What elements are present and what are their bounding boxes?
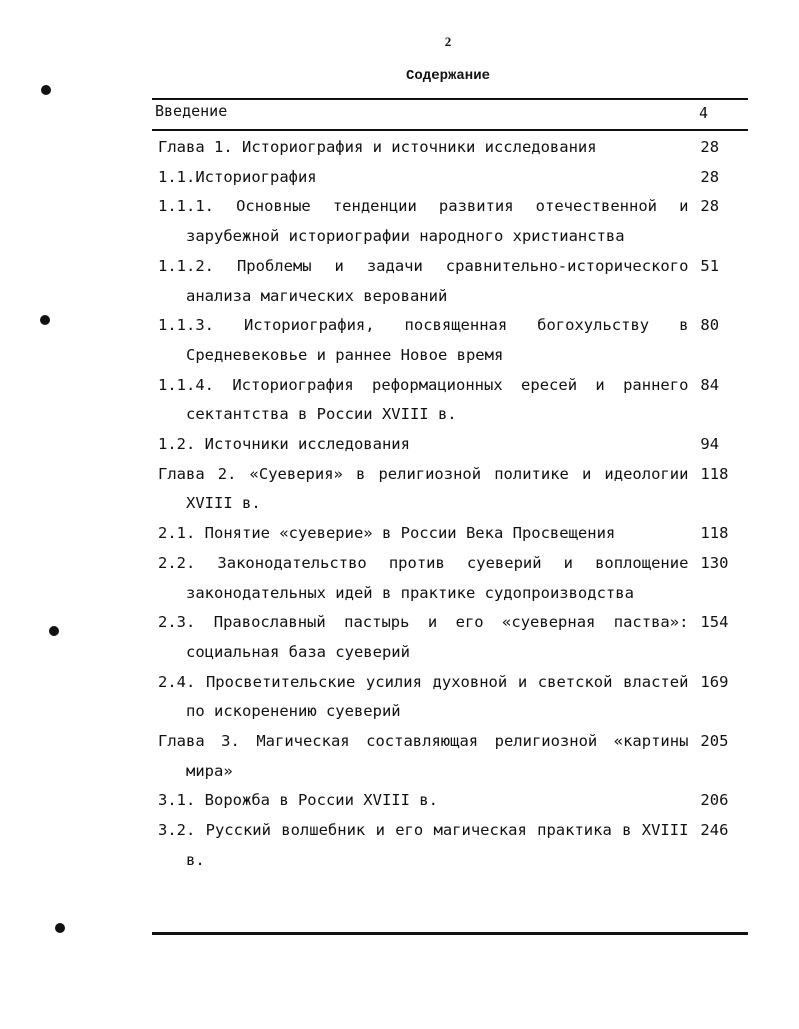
toc-entry-page: 154: [700, 613, 729, 632]
toc-header: [152, 98, 748, 132]
toc-entry: [158, 816, 748, 875]
bottom-rule: [152, 932, 748, 935]
punch-hole-mark: [55, 923, 65, 933]
toc-entry-title: 3.1. Ворожба в России XVIII в.: [158, 791, 438, 810]
toc-entry-page: 118: [700, 464, 729, 483]
toc-entry-page: 28: [700, 197, 720, 216]
toc-entry-page: 130: [700, 553, 729, 572]
introduction-page-number: 4: [699, 104, 709, 122]
toc-entry-title: 1.1.4. Историография реформационных ересей и раннего сектантства в России XVIII в.: [158, 375, 689, 424]
toc-entry-title: 1.2. Источники исследования: [158, 435, 410, 454]
toc-entry: [158, 252, 748, 311]
toc-entry-page: 206: [700, 791, 729, 810]
toc-entry: [158, 460, 748, 519]
toc-entry-page: 80: [700, 316, 720, 335]
toc-entry-page: 94: [700, 435, 720, 454]
header-bottom-rule: [152, 129, 748, 131]
top-rule: [152, 98, 748, 100]
toc-entry: [158, 668, 748, 727]
toc-entry-title: 2.2. Законодательство против суеверий и воплощение законодательных идей в практике судопроизводства: [158, 553, 689, 602]
introduction-label: Введение: [155, 102, 228, 120]
toc-entry-title: 2.1. Понятие «суеверие» в России Века Просвещения: [158, 524, 616, 543]
toc-entry-page: 28: [700, 167, 720, 186]
toc-entry: [158, 163, 748, 193]
toc-entry: [158, 608, 748, 667]
toc-entry: [158, 786, 748, 816]
toc-entry-title: 3.2. Русский волшебник и его магическая практика в XVIII в.: [158, 821, 689, 869]
page-title: Содержание: [405, 68, 490, 84]
toc-list: [158, 133, 748, 876]
toc-entry-title: 2.3. Православный пастырь и его «суеверная паства»: социальная база суеверий: [158, 613, 689, 661]
toc-entry-title: 1.1.2. Проблемы и задачи сравнительно-исторического анализа магических верований: [158, 256, 689, 305]
toc-entry-title: 1.1.1. Основные тенденции развития отечественной и зарубежной историографии народного христианства: [158, 197, 689, 246]
toc-entry-title: Глава 1. Историография и источники исследования: [158, 138, 597, 156]
toc-entry: [158, 519, 748, 549]
toc-entry-title: 2.4. Просветительские усилия духовной и светской властей по искоренению суеверий: [158, 672, 689, 721]
toc-entry-title: Глава 3. Магическая составляющая религиозной «картины мира»: [158, 732, 689, 780]
toc-entry: [158, 727, 748, 786]
toc-entry: [158, 371, 748, 430]
punch-hole-mark: [40, 315, 50, 325]
toc-entry: [158, 311, 748, 370]
toc-entry: [158, 133, 748, 163]
page-number: 2: [444, 34, 452, 49]
toc-entry-page: 118: [700, 524, 729, 543]
punch-hole-mark: [49, 626, 59, 636]
toc-entry-page: 84: [700, 375, 720, 394]
toc-entry: [158, 192, 748, 251]
toc-entry: [158, 549, 748, 608]
toc-entry-page: 205: [700, 732, 729, 751]
toc-entry-title: 1.1.Историография: [158, 167, 317, 186]
toc-entry-page: 28: [700, 138, 720, 156]
toc-entry-page: 169: [700, 672, 729, 691]
toc-entry-page: 246: [700, 821, 729, 840]
toc-entry: [158, 430, 748, 460]
toc-entry-page: 51: [700, 256, 720, 275]
toc-entry-title: Глава 2. «Суеверия» в религиозной политике и идеологии XVIII в.: [158, 464, 689, 513]
punch-hole-mark: [41, 85, 51, 95]
toc-entry-title: 1.1.3. Историография, посвященная богохульству в Средневековье и раннее Новое время: [158, 316, 689, 364]
